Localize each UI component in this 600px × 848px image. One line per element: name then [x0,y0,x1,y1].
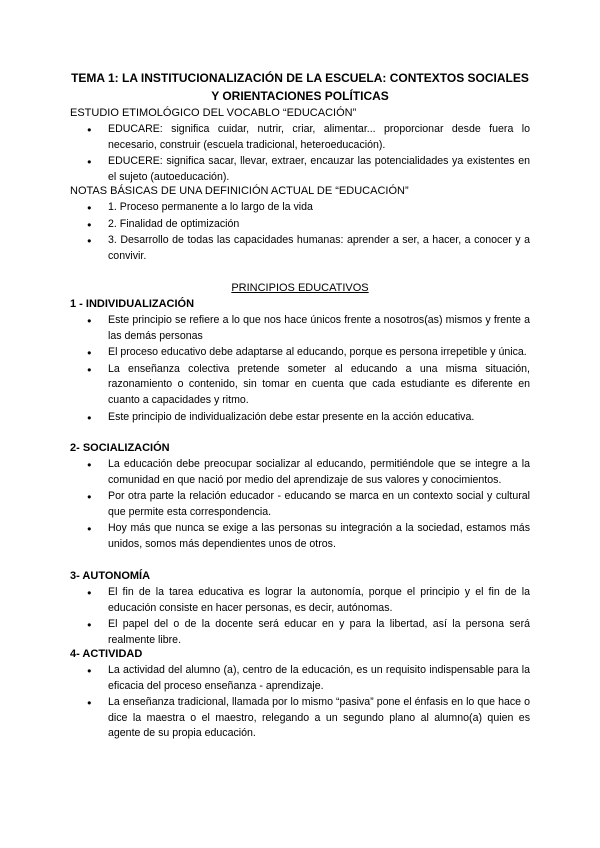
socializacion-list [70,457,530,554]
document-title: TEMA 1: LA INSTITUCIONALIZACIÓN DE LA ESCUELA: CONTEXTOS SOCIALES Y ORIENTACIONES POLÍTICAS [71,71,529,103]
list-item: ● EDUCARE: significa cuidar, nutrir, criar, alimentar... proporcionar desde fuera lo necesario, construir (escuela tradicional, heteroeducación). [70,122,530,153]
list-item: ● La actividad del alumno (a), centro de la educación, es un requisito indispensable para la eficacia del proceso enseñanza - aprendizaje. [70,663,530,694]
actividad-list [70,663,530,743]
principios-title: PRINCIPIOS EDUCATIVOS [231,282,369,294]
list-item: ● El fin de la tarea educativa es lograr la autonomía, porque el principio y el fin de la educación consiste en hacer personas, es decir, autónomas. [70,585,530,616]
list-item: ● La enseñanza colectiva pretende someter al educando a una misma situación, razonamiento o contenido, sin tomar en cuenta que cada estudiante es diferente en cuanto a capacidades y ritmo. [70,362,530,409]
list-item: ● La enseñanza tradicional, llamada por lo mismo “pasiva” pone el énfasis en lo que hace o dice la maestra o el maestro, relegando a un segundo plano al alumno(a) quien es agente de su propia educación. [70,695,530,742]
list-item: ● 1. Proceso permanente a lo largo de la vida [70,200,530,216]
etimologia-heading: ESTUDIO ETIMOLÓGICO DEL VOCABLO “EDUCACIÓN” [70,107,357,119]
list-item: ● El proceso educativo debe adaptarse al educando, porque es persona irrepetible y única. [70,345,530,361]
list-item: ● La educación debe preocupar socializar al educando, permitiéndole que se integre a la comunidad en que nació por medio del aprendizaje de sus valores y conocimientos. [70,457,530,488]
list-item: ● 2. Finalidad de optimización [70,217,530,233]
section-heading-actividad: 4- ACTIVIDAD [70,648,143,660]
list-item: ● Hoy más que nunca se exige a las personas su integración a la sociedad, estamos más unidos, somos más dependientes unos de otros. [70,521,530,552]
list-item: ● 3. Desarrollo de todas las capacidades humanas: aprender a ser, a hacer, a conocer y a convivir. [70,233,530,264]
notas-heading: NOTAS BÁSICAS DE UNA DEFINICIÓN ACTUAL DE “EDUCACIÓN” [70,185,409,197]
section-heading-autonomia: 3- AUTONOMÍA [70,570,151,582]
list-item: ● Por otra parte la relación educador - educando se marca en un contexto social y cultural que permite esta correspondencia. [70,489,530,520]
list-item: ● EDUCERE: significa sacar, llevar, extraer, encauzar las potencialidades ya existentes en el sujeto (autoeducación). [70,154,530,185]
autonomia-list [70,585,530,649]
section-heading-individualizacion: 1 - INDIVIDUALIZACIÓN [70,298,195,310]
individualizacion-list [70,313,530,426]
etimologia-list [70,122,530,186]
list-item: ● Este principio de individualización debe estar presente en la acción educativa. [70,410,530,426]
notas-list [70,200,530,265]
section-heading-socializacion: 2- SOCIALIZACIÓN [70,442,170,454]
list-item: ● Este principio se refiere a lo que nos hace únicos frente a nosotros(as) mismos y frente a las demás personas [70,313,530,344]
list-item: ● El papel del o de la docente será educar en y para la libertad, así la persona será realmente libre. [70,617,530,648]
